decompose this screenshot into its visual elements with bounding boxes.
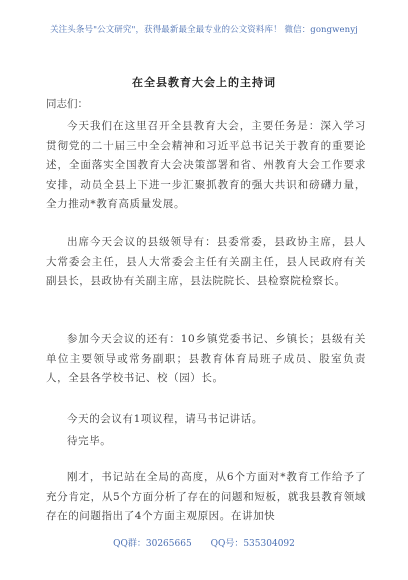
paragraph-agenda: 今天的会议有1项议程，请马书记讲话。 — [67, 413, 263, 425]
paragraph-participants: 参加今天会议的还有：10乡镇党委书记、乡镇长；县级有关单位主要领导或常务副职；县教育体育局班子成员、股室负责人，全县各学校书记、校（园）长。 — [46, 333, 366, 385]
paragraph-attending-leaders: 出席今天会议的县级领导有：县委常委，县政协主席，县人大常委会主任，县人大常委会主任有关副主任，县人民政府有关副县长，县政协有关副主席，县法院院长、县检察院检察长。 — [46, 236, 366, 288]
paragraph-summary: 刚才，书记站在全局的高度，从6个方面对*教育工作给予了充分肯定，从5个方面分析了存在的问题和短板，就我县教育领域存在的问题指出了4个方面主观原因。在讲加快 — [46, 471, 366, 523]
footer-qq: QQ号：535304092 — [210, 539, 295, 549]
footer-contact — [0, 536, 408, 549]
footer-qq-group: QQ群：30265665 — [113, 539, 192, 549]
paragraph-pause: 待完毕。 — [67, 435, 112, 447]
header-promo-note: 关注头条号"公文研究"，获得最新最全最专业的公文资料库！ 微信：gongwenyj — [50, 25, 358, 35]
paragraph-intro: 今天我们在这里召开全县教育大会，主要任务是：深入学习贯彻党的二十届三中全会精神和习近平总书记关于教育的重要论述，全面落实全国教育大会决策部署和省、州教育大会工作要求安排，动员全县上下进一步汇聚抓教育的强大共识和磅礴力量，全力推动*教育高质量发展。 — [46, 120, 366, 211]
salutation: 同志们： — [46, 98, 88, 110]
document-title: 在全县教育大会上的主持词 — [132, 76, 276, 89]
